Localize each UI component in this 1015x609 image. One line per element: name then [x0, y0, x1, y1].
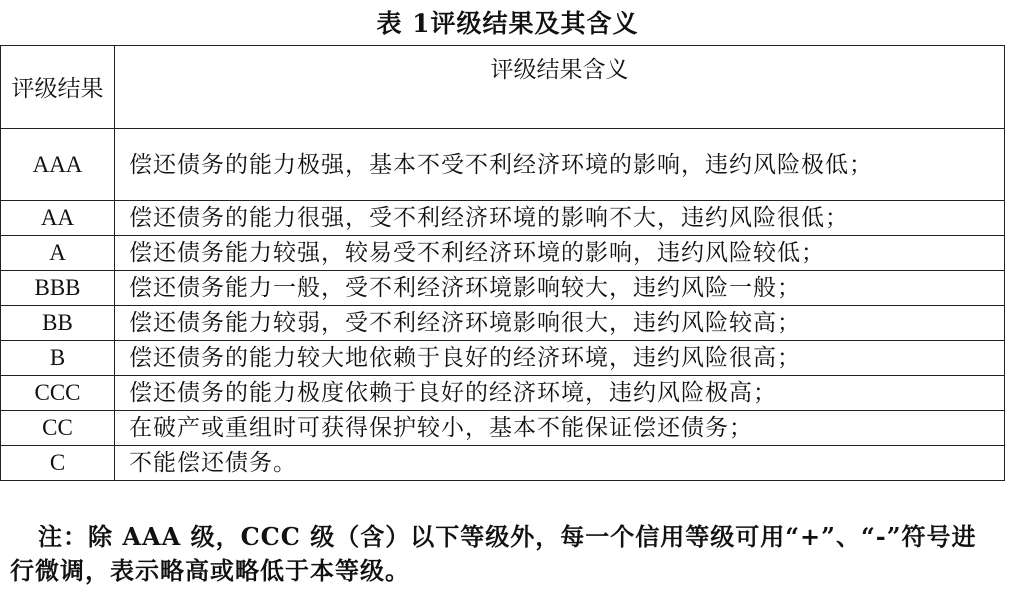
- grade-cell: A: [1, 236, 115, 271]
- rating-table: [0, 45, 1005, 481]
- grade-cell: AA: [1, 201, 115, 236]
- table-header-row: [1, 46, 1005, 129]
- table-row: [1, 306, 1005, 341]
- table-row: [1, 201, 1005, 236]
- header-grade: 评级结果: [1, 46, 115, 129]
- table-row: [1, 236, 1005, 271]
- grade-cell: C: [1, 446, 115, 481]
- meaning-cell: 偿还债务能力一般，受不利经济环境影响较大，违约风险一般；: [115, 271, 1005, 306]
- footnote-text: 注：除 AAA 级，CCC 级（含）以下等级外，每一个信用等级可用“+”、“-”符号进行微调，表示略高或略低于本等级。: [10, 522, 977, 585]
- grade-cell: CCC: [1, 376, 115, 411]
- meaning-cell: 不能偿还债务。: [115, 446, 1005, 481]
- meaning-cell: 偿还债务的能力很强，受不利经济环境的影响不大，违约风险很低；: [115, 201, 1005, 236]
- meaning-cell: 偿还债务的能力极度依赖于良好的经济环境，违约风险极高；: [115, 376, 1005, 411]
- grade-cell: BBB: [1, 271, 115, 306]
- table-row: [1, 129, 1005, 201]
- header-meaning: 评级结果含义: [115, 46, 1005, 129]
- grade-cell: BB: [1, 306, 115, 341]
- table-row: [1, 341, 1005, 376]
- table-caption: 表 1评级结果及其含义: [376, 9, 639, 38]
- grade-cell: CC: [1, 411, 115, 446]
- table-row: [1, 446, 1005, 481]
- grade-cell: AAA: [1, 129, 115, 201]
- table-row: [1, 271, 1005, 306]
- footnote: [10, 520, 1000, 588]
- grade-cell: B: [1, 341, 115, 376]
- meaning-cell: 偿还债务的能力较大地依赖于良好的经济环境，违约风险很高；: [115, 341, 1005, 376]
- meaning-cell: 偿还债务能力较强，较易受不利经济环境的影响，违约风险较低；: [115, 236, 1005, 271]
- table-row: [1, 376, 1005, 411]
- table-row: [1, 411, 1005, 446]
- meaning-cell: 偿还债务能力较弱，受不利经济环境影响很大，违约风险较高；: [115, 306, 1005, 341]
- meaning-cell: 在破产或重组时可获得保护较小，基本不能保证偿还债务；: [115, 411, 1005, 446]
- meaning-cell: 偿还债务的能力极强，基本不受不利经济环境的影响，违约风险极低；: [115, 129, 1005, 201]
